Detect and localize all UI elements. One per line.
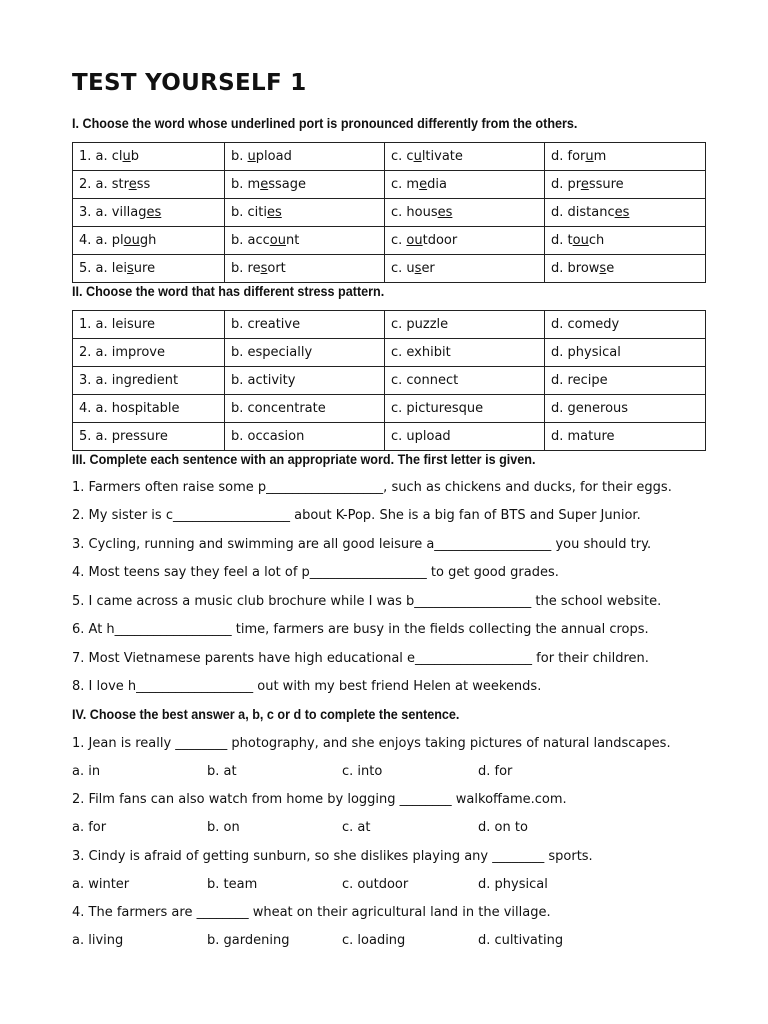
table-cell [73,227,225,255]
word-text: 3. a. villag [79,205,147,220]
word-text: ltivate [421,149,463,164]
word-text: dia [427,177,447,192]
question-text: 1. Jean is really ________ photography, and she enjoys taking pictures of natural landscapes. [72,736,671,751]
word-text: d. distanc [551,205,615,220]
section-4-heading: IV. Choose the best answer a, b, c or d to complete the sentence. [72,706,460,722]
answer-options [72,764,706,782]
word-text: ort [267,261,286,276]
table-cell: b. activity [225,367,385,395]
word-text: b [130,149,140,164]
option-d: d. cultivating [478,933,564,948]
table-cell: 5. a. pressure [73,423,225,451]
table-row [73,255,706,283]
word-text: 5. a. lei [79,261,127,276]
underlined-part: s [414,261,422,276]
option-a: a. in [72,764,101,779]
underlined-part: s [599,261,607,276]
section-2-heading: II. Choose the word that has different stress pattern. [72,283,385,299]
word-text: c. m [391,177,420,192]
underlined-part: ou [406,233,423,248]
table-cell [225,143,385,171]
sentence-item: 5. I came across a music club brochure while I was b__________________ the school website. [72,594,662,609]
sentence-item: 4. Most teens say they feel a lot of p__________________ to get good grades. [72,565,559,580]
table-row [73,171,706,199]
underlined-part: ou [572,233,589,248]
option-a: a. for [72,820,107,835]
word-text: ssure [588,177,624,192]
table-cell [225,255,385,283]
underlined-part: ou [269,233,286,248]
word-text: 2. a. str [79,177,129,192]
table-cell [225,171,385,199]
underlined-part: u [413,149,422,164]
table-row [73,339,706,367]
table-cell [73,199,225,227]
word-text: b. m [231,177,261,192]
sentence-item: 2. My sister is c__________________ about K-Pop. She is a big fan of BTS and Super Junior. [72,508,641,523]
table-cell: b. creative [225,311,385,339]
table-cell: c. connect [385,367,545,395]
answer-options [72,877,706,895]
table-cell [545,199,706,227]
option-c: c. outdoor [342,877,409,892]
word-text: c. c [391,149,414,164]
option-d: d. for [478,764,513,779]
option-b: b. team [207,877,258,892]
table-cell [385,199,545,227]
word-text: m [593,149,607,164]
underlined-part: es [614,205,630,220]
table-cell: d. comedy [545,311,706,339]
table-cell [385,227,545,255]
table-cell: b. occasion [225,423,385,451]
table-cell [73,255,225,283]
table-cell [545,255,706,283]
option-c: c. loading [342,933,406,948]
option-d: d. physical [478,877,548,892]
word-text: d. brow [551,261,600,276]
sentence-item: 7. Most Vietnamese parents have high educational e__________________ for their children. [72,651,649,666]
word-text: c. u [391,261,415,276]
sentence-item: 3. Cycling, running and swimming are all good leisure a__________________ you should try. [72,537,652,552]
answer-options [72,820,706,838]
underlined-part: s [127,261,134,276]
table-cell [545,227,706,255]
page-title: TEST YOURSELF 1 [72,70,307,96]
underlined-part: ou [123,233,140,248]
table-cell [545,171,706,199]
option-b: b. on [207,820,240,835]
underlined-part: u [585,149,594,164]
table-cell [385,143,545,171]
word-text: b. acc [231,233,270,248]
table-row [73,367,706,395]
table-cell: 4. a. hospitable [73,395,225,423]
word-text: tdoor [422,233,458,248]
underlined-part: u [122,149,131,164]
word-text: ss [136,177,151,192]
word-text: 1. a. cl [79,149,123,164]
word-text: c. hous [391,205,438,220]
section-1-heading: I. Choose the word whose underlined port is pronounced differently from the others. [72,115,578,131]
word-text: c. [391,233,407,248]
table-row [73,199,706,227]
word-text: nt [285,233,300,248]
option-c: c. into [342,764,383,779]
option-b: b. at [207,764,237,779]
table-cell: d. recipe [545,367,706,395]
table-cell [545,143,706,171]
table-cell: 3. a. ingredient [73,367,225,395]
underlined-part: e [260,177,269,192]
option-c: c. at [342,820,371,835]
word-text: ure [133,261,156,276]
underlined-part: es [437,205,453,220]
answer-options [72,933,706,951]
word-text: e [606,261,615,276]
pronunciation-table [72,142,706,283]
sentence-item: 6. At h__________________ time, farmers are busy in the fields collecting the annual crops. [72,622,649,637]
table-row [73,143,706,171]
table-cell: c. exhibit [385,339,545,367]
word-text: d. for [551,149,586,164]
word-text: b. [231,149,248,164]
word-text: 4. a. pl [79,233,124,248]
underlined-part: u [247,149,256,164]
word-text: gh [139,233,157,248]
table-row [73,395,706,423]
word-text: ch [588,233,605,248]
word-text: d. t [551,233,573,248]
question-text: 2. Film fans can also watch from home by logging ________ walkoffame.com. [72,792,567,807]
word-text: b. citi [231,205,267,220]
table-cell [385,171,545,199]
table-cell: 2. a. improve [73,339,225,367]
table-row [73,311,706,339]
table-cell: c. puzzle [385,311,545,339]
table-cell [73,143,225,171]
option-a: a. winter [72,877,130,892]
underlined-part: e [128,177,137,192]
word-text: d. pr [551,177,581,192]
table-cell [385,255,545,283]
question-text: 4. The farmers are ________ wheat on their agricultural land in the village. [72,905,551,920]
table-row [73,423,706,451]
word-text: pload [255,149,292,164]
underlined-part: e [580,177,589,192]
table-cell [225,227,385,255]
table-cell: b. especially [225,339,385,367]
word-text: b. re [231,261,261,276]
underlined-part: s [260,261,268,276]
table-cell: d. generous [545,395,706,423]
option-d: d. on to [478,820,528,835]
underlined-part: e [419,177,428,192]
word-text: ssage [268,177,306,192]
stress-table [72,310,706,451]
table-cell: b. concentrate [225,395,385,423]
word-text: er [421,261,435,276]
table-cell: 1. a. leisure [73,311,225,339]
option-b: b. gardening [207,933,290,948]
table-cell: d. mature [545,423,706,451]
section-3-heading: III. Complete each sentence with an appropriate word. The first letter is given. [72,451,536,467]
underlined-part: es [267,205,282,220]
table-cell: d. physical [545,339,706,367]
question-text: 3. Cindy is afraid of getting sunburn, so she dislikes playing any ________ sports. [72,849,593,864]
underlined-part: es [146,205,162,220]
table-cell [225,199,385,227]
table-cell: c. picturesque [385,395,545,423]
table-row [73,227,706,255]
option-a: a. living [72,933,124,948]
sentence-item: 8. I love h__________________ out with my best friend Helen at weekends. [72,679,542,694]
table-cell [73,171,225,199]
sentence-item: 1. Farmers often raise some p__________________, such as chickens and ducks, for their eggs. [72,480,672,495]
table-cell: c. upload [385,423,545,451]
